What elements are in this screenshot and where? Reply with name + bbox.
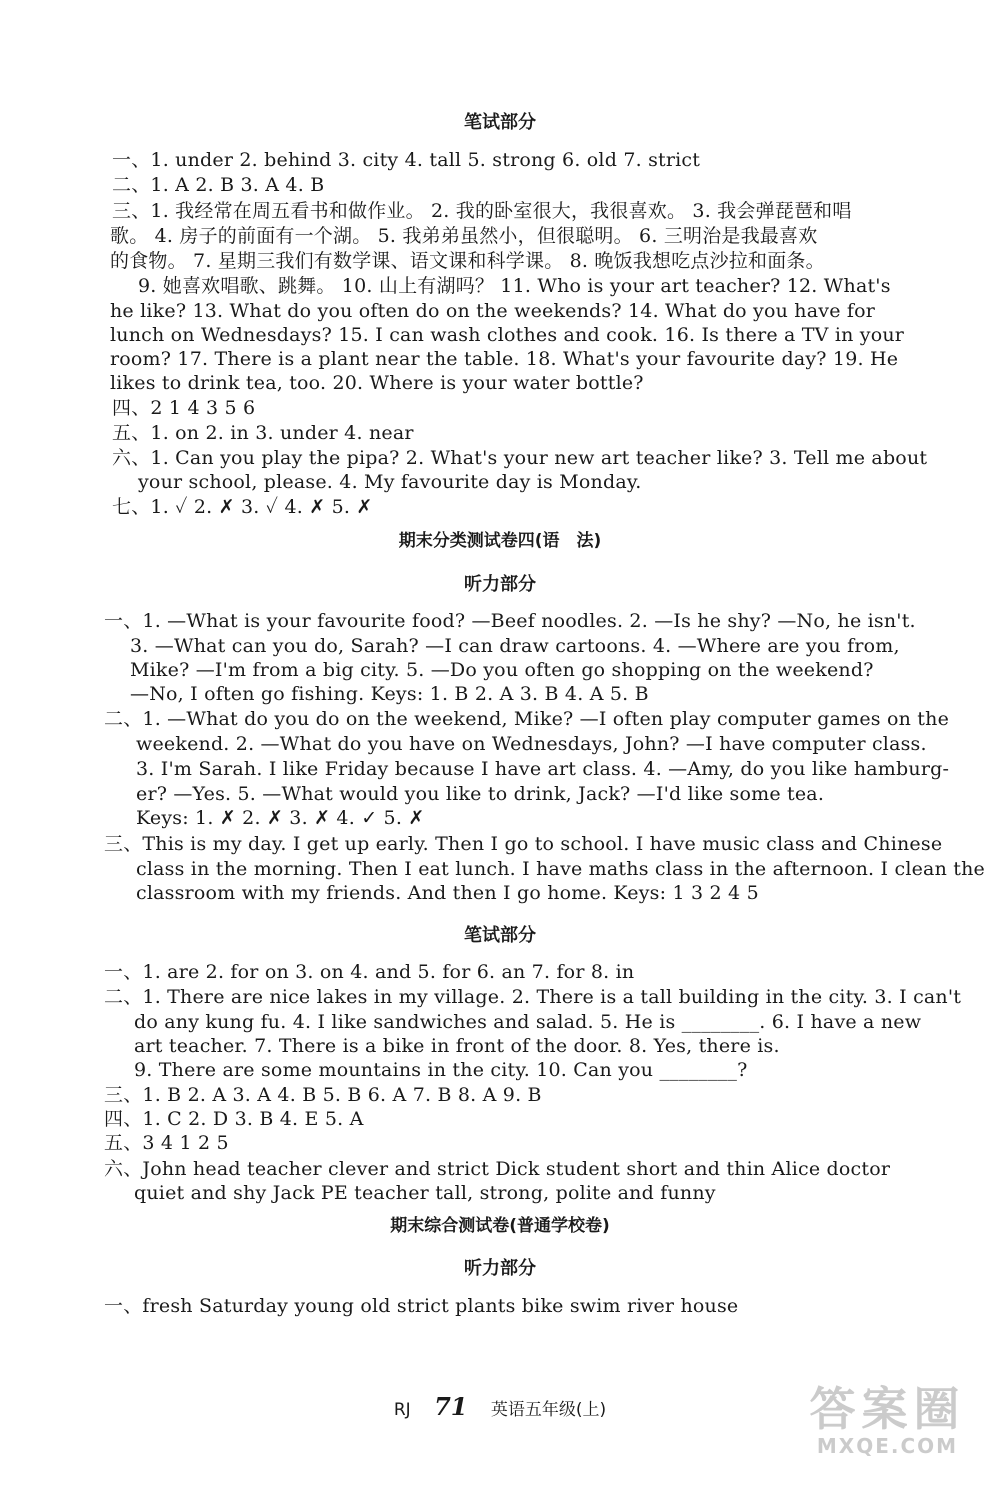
answer-line: 9. There are some mountains in the city. 10. Can you ________? — [134, 1059, 748, 1081]
section-title-written: 笔试部分 — [464, 112, 536, 133]
answer-line: 四、1. C 2. D 3. B 4. E 5. A — [104, 1108, 364, 1130]
answer-line: lunch on Wednesdays? 15. I can wash clothes and cook. 16. Is there a TV in your — [110, 324, 905, 346]
page-number: 71 — [434, 1392, 468, 1421]
answer-line: 六、1. Can you play the pipa? 2. What's your new art teacher like? 3. Tell me about — [112, 447, 928, 469]
answer-line: do any kung fu. 4. I like sandwiches and salad. 5. He is ________. 6. I have a new — [134, 1011, 922, 1033]
test-title: 期末综合测试卷(普通学校卷) — [390, 1216, 610, 1236]
answer-line: 二、1. There are nice lakes in my village. 2. There is a tall building in the city. 3. I can't — [104, 986, 962, 1008]
answer-line: 一、1. under 2. behind 3. city 4. tall 5. strong 6. old 7. strict — [112, 149, 701, 171]
answer-line: 3. I'm Sarah. I like Friday because I have art class. 4. —Amy, do you like hamburg- — [136, 758, 950, 780]
answer-line: 二、1. —What do you do on the weekend, Mike? —I often play computer games on the — [104, 708, 950, 730]
answer-line: likes to drink tea, too. 20. Where is your water bottle? — [110, 372, 644, 394]
answer-line: classroom with my friends. And then I go home. Keys: 1 3 2 4 5 — [136, 882, 759, 904]
answer-line: 一、1. are 2. for on 3. on 4. and 5. for 6. an 7. for 8. in — [104, 961, 635, 983]
answer-line: he like? 13. What do you often do on the weekends? 14. What do you have for — [110, 300, 876, 322]
test-title: 期末分类测试卷四(语 法) — [398, 531, 602, 551]
answer-line: 的食物。 7. 星期三我们有数学课、语文课和科学课。 8. 晚饭我想吃点沙拉和面条。 — [110, 250, 825, 272]
answer-line: 一、fresh Saturday young old strict plants bike swim river house — [104, 1295, 739, 1317]
answer-line: 3. —What can you do, Sarah? —I can draw cartoons. 4. —Where are you from, — [130, 635, 900, 657]
section-title-listening: 听力部分 — [464, 1258, 536, 1279]
answer-line: Keys: 1. ✗ 2. ✗ 3. ✗ 4. ✓ 5. ✗ — [136, 807, 425, 829]
answer-line: 五、1. on 2. in 3. under 4. near — [112, 422, 414, 444]
answer-line: weekend. 2. —What do you have on Wednesdays, John? —I have computer class. — [136, 733, 927, 755]
footer-edition: RJ — [393, 1400, 411, 1420]
answer-line: 一、1. —What is your favourite food? —Beef noodles. 2. —Is he shy? —No, he isn't. — [104, 610, 916, 632]
answer-line: 六、John head teacher clever and strict Dick student short and thin Alice doctor — [104, 1158, 891, 1180]
answer-line: 三、This is my day. I get up early. Then I go to school. I have music class and Chinese — [104, 833, 943, 855]
answer-line: art teacher. 7. There is a bike in front of the door. 8. Yes, there is. — [134, 1035, 780, 1057]
answer-line: 四、2 1 4 3 5 6 — [112, 397, 256, 419]
watermark-logo — [800, 1384, 975, 1464]
section-title-listening: 听力部分 — [464, 574, 536, 595]
answer-line: 三、1. 我经常在周五看书和做作业。 2. 我的卧室很大，我很喜欢。 3. 我会弹琵琶和唱 — [112, 200, 852, 222]
watermark-text: 答案圈 — [809, 1382, 966, 1436]
answer-line: room? 17. There is a plant near the table. 18. What's your favourite day? 19. He — [110, 348, 899, 370]
answer-line: —No, I often go fishing. Keys: 1. B 2. A 3. B 4. A 5. B — [130, 683, 649, 705]
footer-book-title: 英语五年级(上) — [490, 1400, 607, 1420]
answer-line: 五、3 4 1 2 5 — [104, 1132, 229, 1154]
answer-line: your school, please. 4. My favourite day is Monday. — [138, 471, 642, 493]
answer-line: Mike? —I'm from a big city. 5. —Do you often go shopping on the weekend? — [130, 659, 874, 681]
watermark-url: MXQE.COM — [816, 1434, 959, 1458]
section-title-written: 笔试部分 — [464, 925, 536, 946]
answer-line: 七、1. ✓ 2. ✗ 3. ✓ 4. ✗ 5. ✗ — [112, 496, 373, 518]
answer-line: 9. 她喜欢唱歌、跳舞。 10. 山上有湖吗？ 11. Who is your art teacher? 12. What's — [138, 275, 891, 297]
answer-line: 三、1. B 2. A 3. A 4. B 5. B 6. A 7. B 8. A 9. B — [104, 1084, 542, 1106]
answer-line: quiet and shy Jack PE teacher tall, strong, polite and funny — [134, 1182, 716, 1204]
answer-line: 歌。 4. 房子的前面有一个湖。 5. 我弟弟虽然小，但很聪明。 6. 三明治是我最喜欢 — [110, 225, 818, 247]
answer-line: class in the morning. Then I eat lunch. I have maths class in the afternoon. I clean the — [136, 858, 985, 880]
answer-line: er? —Yes. 5. —What would you like to drink, Jack? —I'd like some tea. — [136, 783, 825, 805]
answer-line: 二、1. A 2. B 3. A 4. B — [112, 174, 325, 196]
